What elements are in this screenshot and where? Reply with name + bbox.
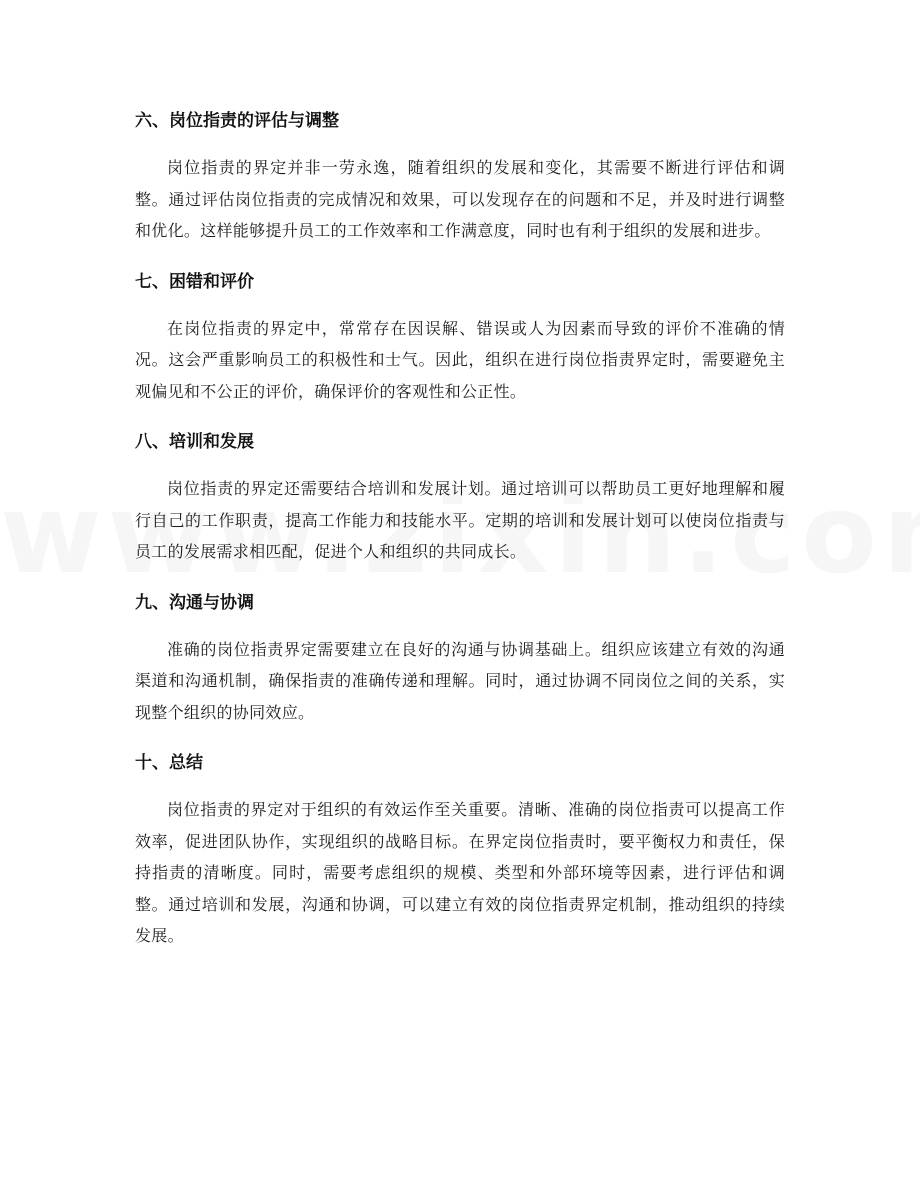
section-evaluation-adjustment — [135, 106, 785, 247]
section-errors-evaluation — [135, 267, 785, 408]
section-heading: 八、培训和发展 — [135, 432, 254, 452]
section-heading: 九、沟通与协调 — [135, 592, 254, 613]
section-heading: 七、困错和评价 — [135, 271, 254, 292]
section-summary — [135, 748, 785, 952]
section-training-development — [135, 427, 785, 568]
section-heading: 六、岗位指责的评估与调整 — [135, 111, 339, 131]
section-paragraph: 准确的岗位指责界定需要建立在良好的沟通与协调基础上。组织应该建立有效的沟通渠道和沟通机制，确保指责的准确传递和理解。同时，通过协调不同岗位之间的关系，实现整个组织的协同效应。 — [135, 639, 785, 722]
section-paragraph: 岗位指责的界定并非一劳永逸，随着组织的发展和变化，其需要不断进行评估和调整。通过评估岗位指责的完成情况和效果，可以发现存在的问题和不足，并及时进行调整和优化。这样能够提升员工的工作效率和工作满意度，同时也有利于组织的发展和进步。 — [135, 158, 785, 240]
document-body — [135, 106, 785, 952]
section-paragraph: 岗位指责的界定对于组织的有效运作至关重要。清晰、准确的岗位指责可以提高工作效率，促进团队协作，实现组织的战略目标。在界定岗位指责时，要平衡权力和责任，保持指责的清晰度。同时，需要考虑组织的规模、类型和外部环境等因素，进行评估和调整。通过培训和发展，沟通和协调，可以建立有效的岗位指责界定机制，推动组织的持续发展。 — [135, 800, 785, 945]
section-paragraph: 在岗位指责的界定中，常常存在因误解、错误或人为因素而导致的评价不准确的情况。这会严重影响员工的积极性和士气。因此，组织在进行岗位指责界定时，需要避免主观偏见和不公正的评价，确保评价的客观性和公正性。 — [135, 318, 785, 401]
section-heading: 十、总结 — [135, 753, 203, 773]
section-paragraph: 岗位指责的界定还需要结合培训和发展计划。通过培训可以帮助员工更好地理解和履行自己的工作职责，提高工作能力和技能水平。定期的培训和发展计划可以使岗位指责与员工的发展需求相匹配，促进个人和组织的共同成长。 — [135, 479, 785, 561]
section-communication-coordination — [135, 588, 785, 729]
